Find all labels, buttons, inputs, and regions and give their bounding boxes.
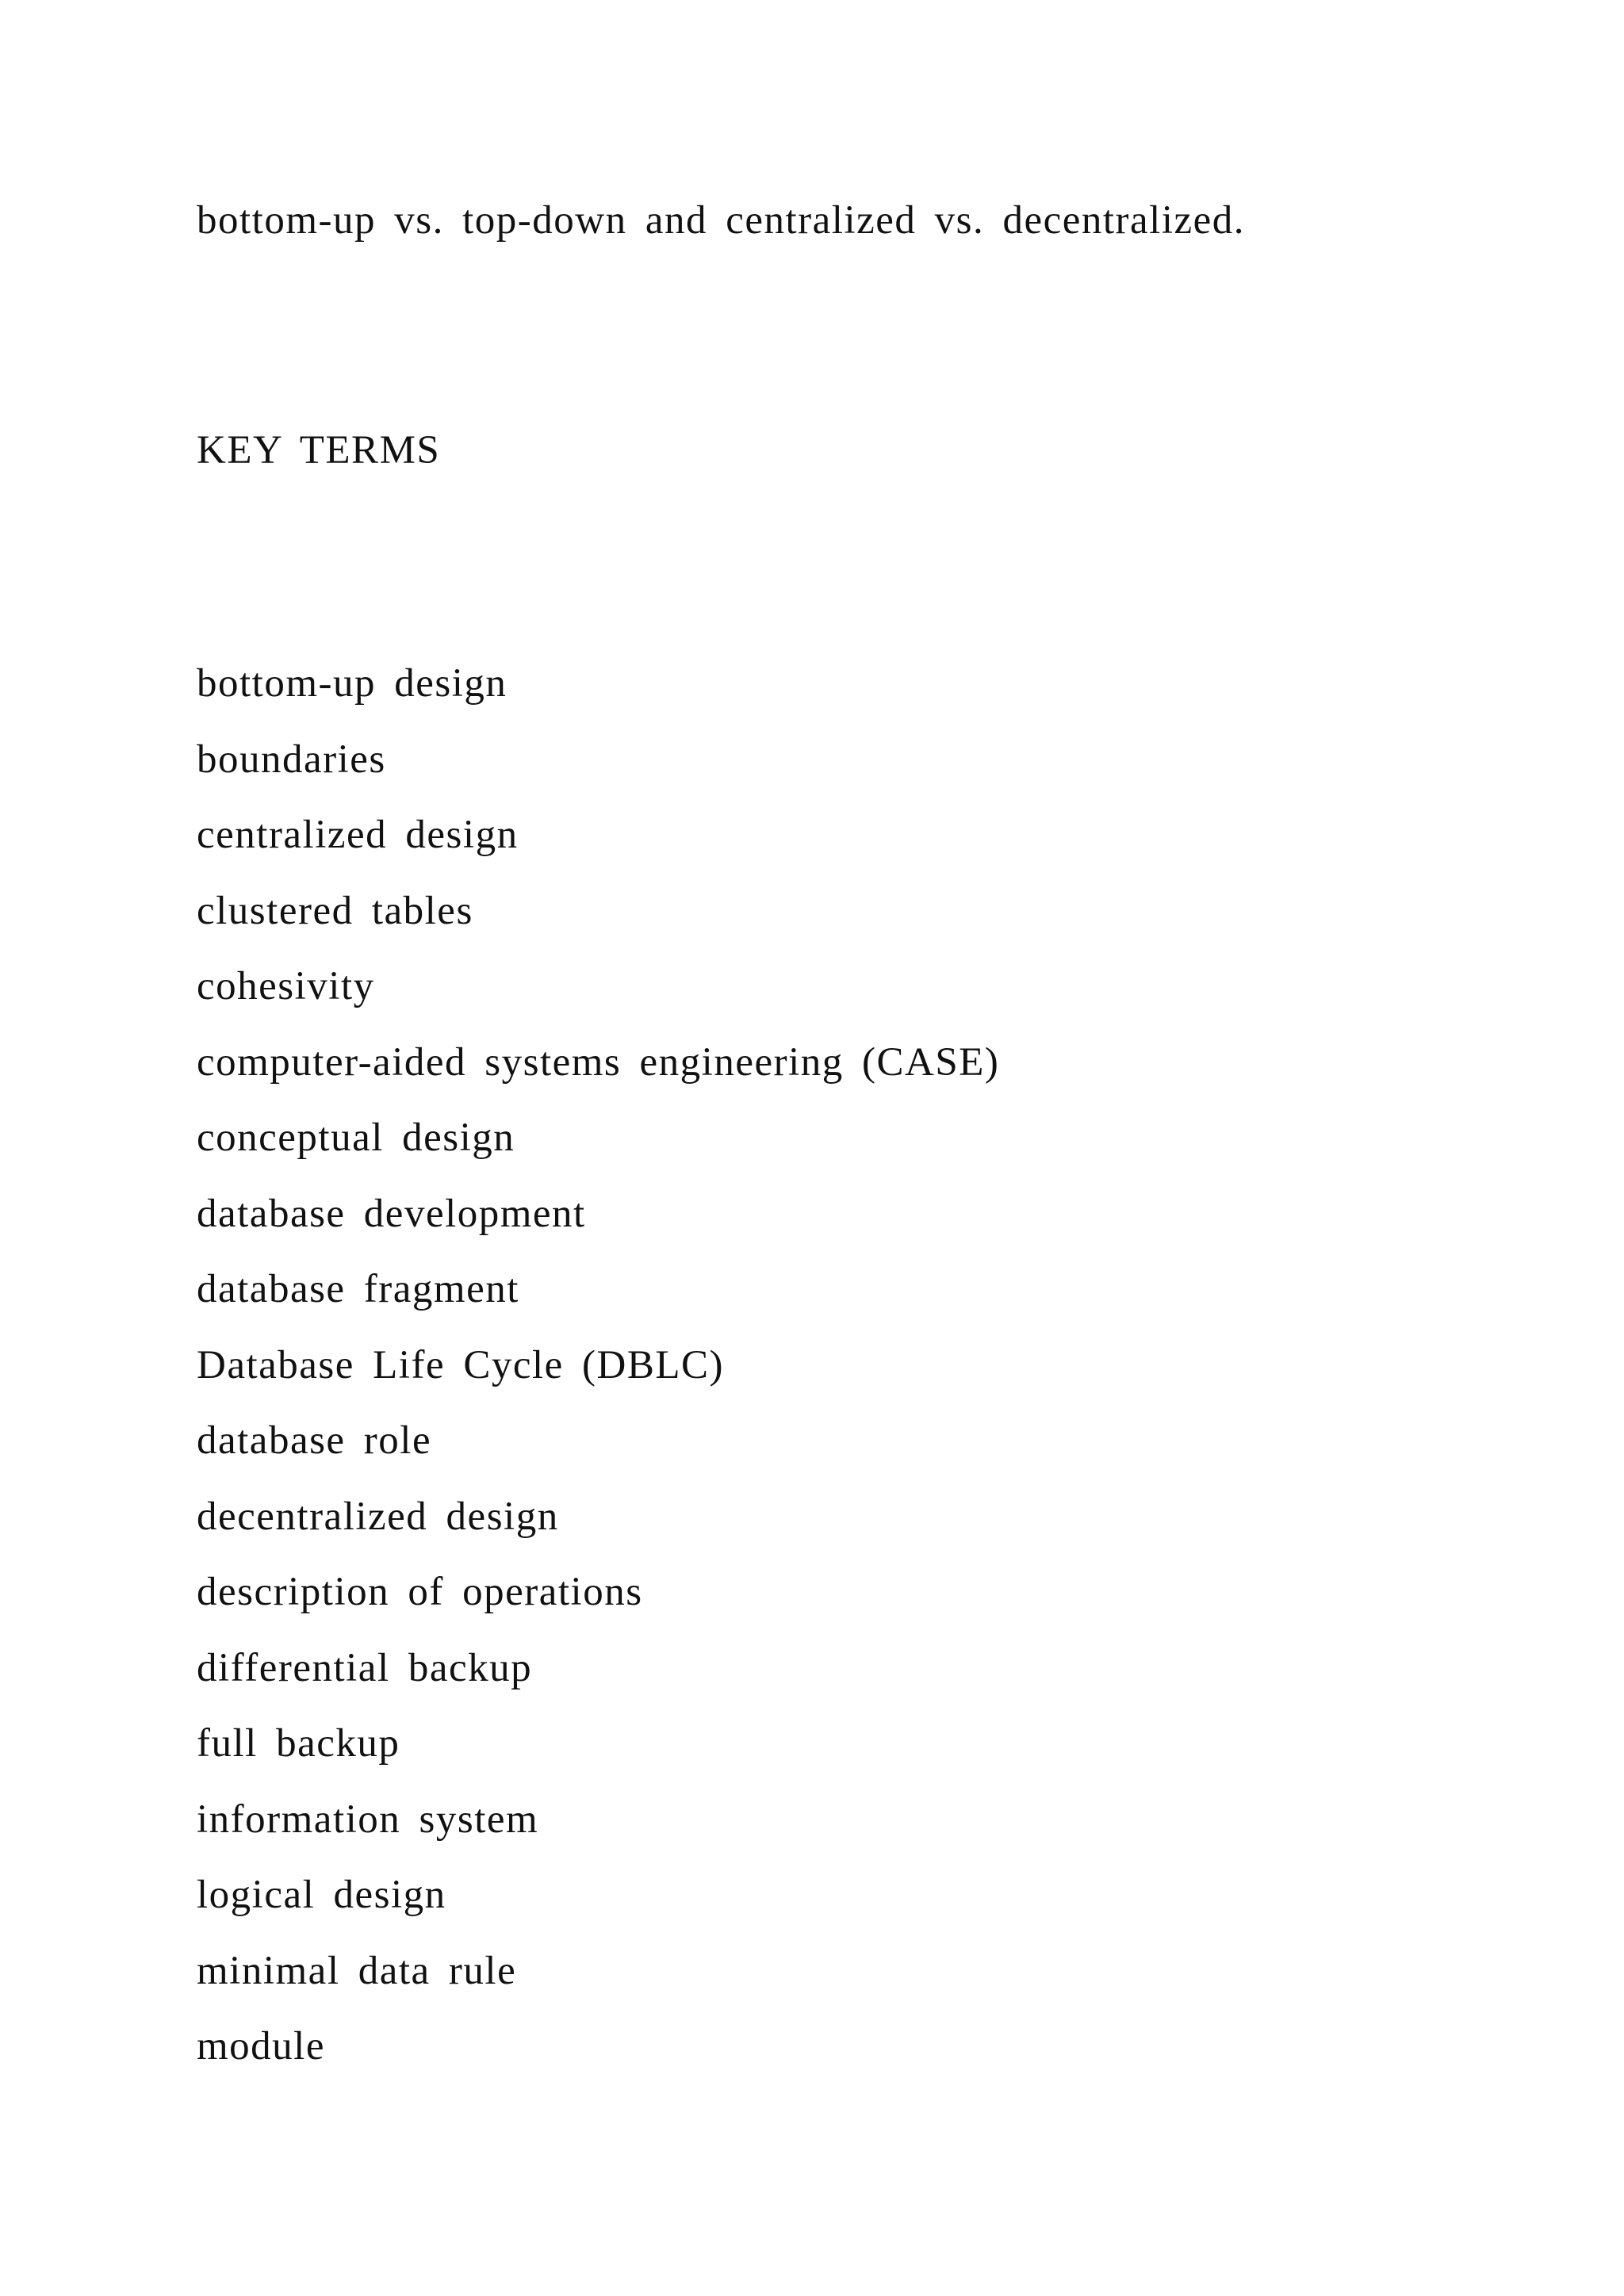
term-item: conceptual design (197, 1115, 515, 1160)
term-item: cohesivity (197, 964, 375, 1008)
term-item: Database Life Cycle (DBLC) (197, 1342, 725, 1387)
term-item: decentralized design (197, 1494, 559, 1539)
key-terms-heading: KEY TERMS (197, 428, 441, 473)
term-item: computer-aided systems engineering (CASE) (197, 1039, 1000, 1085)
term-item: bottom-up design (197, 661, 508, 706)
term-item: description of operations (197, 1570, 643, 1614)
term-item: differential backup (197, 1645, 533, 1690)
term-item: clustered tables (197, 888, 473, 933)
term-item: module (197, 2024, 325, 2068)
term-item: minimal data rule (197, 1948, 517, 1993)
term-item: centralized design (197, 813, 519, 857)
term-item: database role (197, 1418, 432, 1463)
key-terms-list (197, 660, 999, 2099)
term-item: logical design (197, 1873, 446, 1917)
term-item: database fragment (197, 1267, 519, 1311)
term-item: information system (197, 1797, 539, 1842)
intro-text-line: bottom-up vs. top-down and centralized vs. decentralized. (197, 198, 1246, 243)
term-item: full backup (197, 1721, 400, 1766)
term-item: database development (197, 1191, 586, 1236)
term-item: boundaries (197, 737, 386, 782)
